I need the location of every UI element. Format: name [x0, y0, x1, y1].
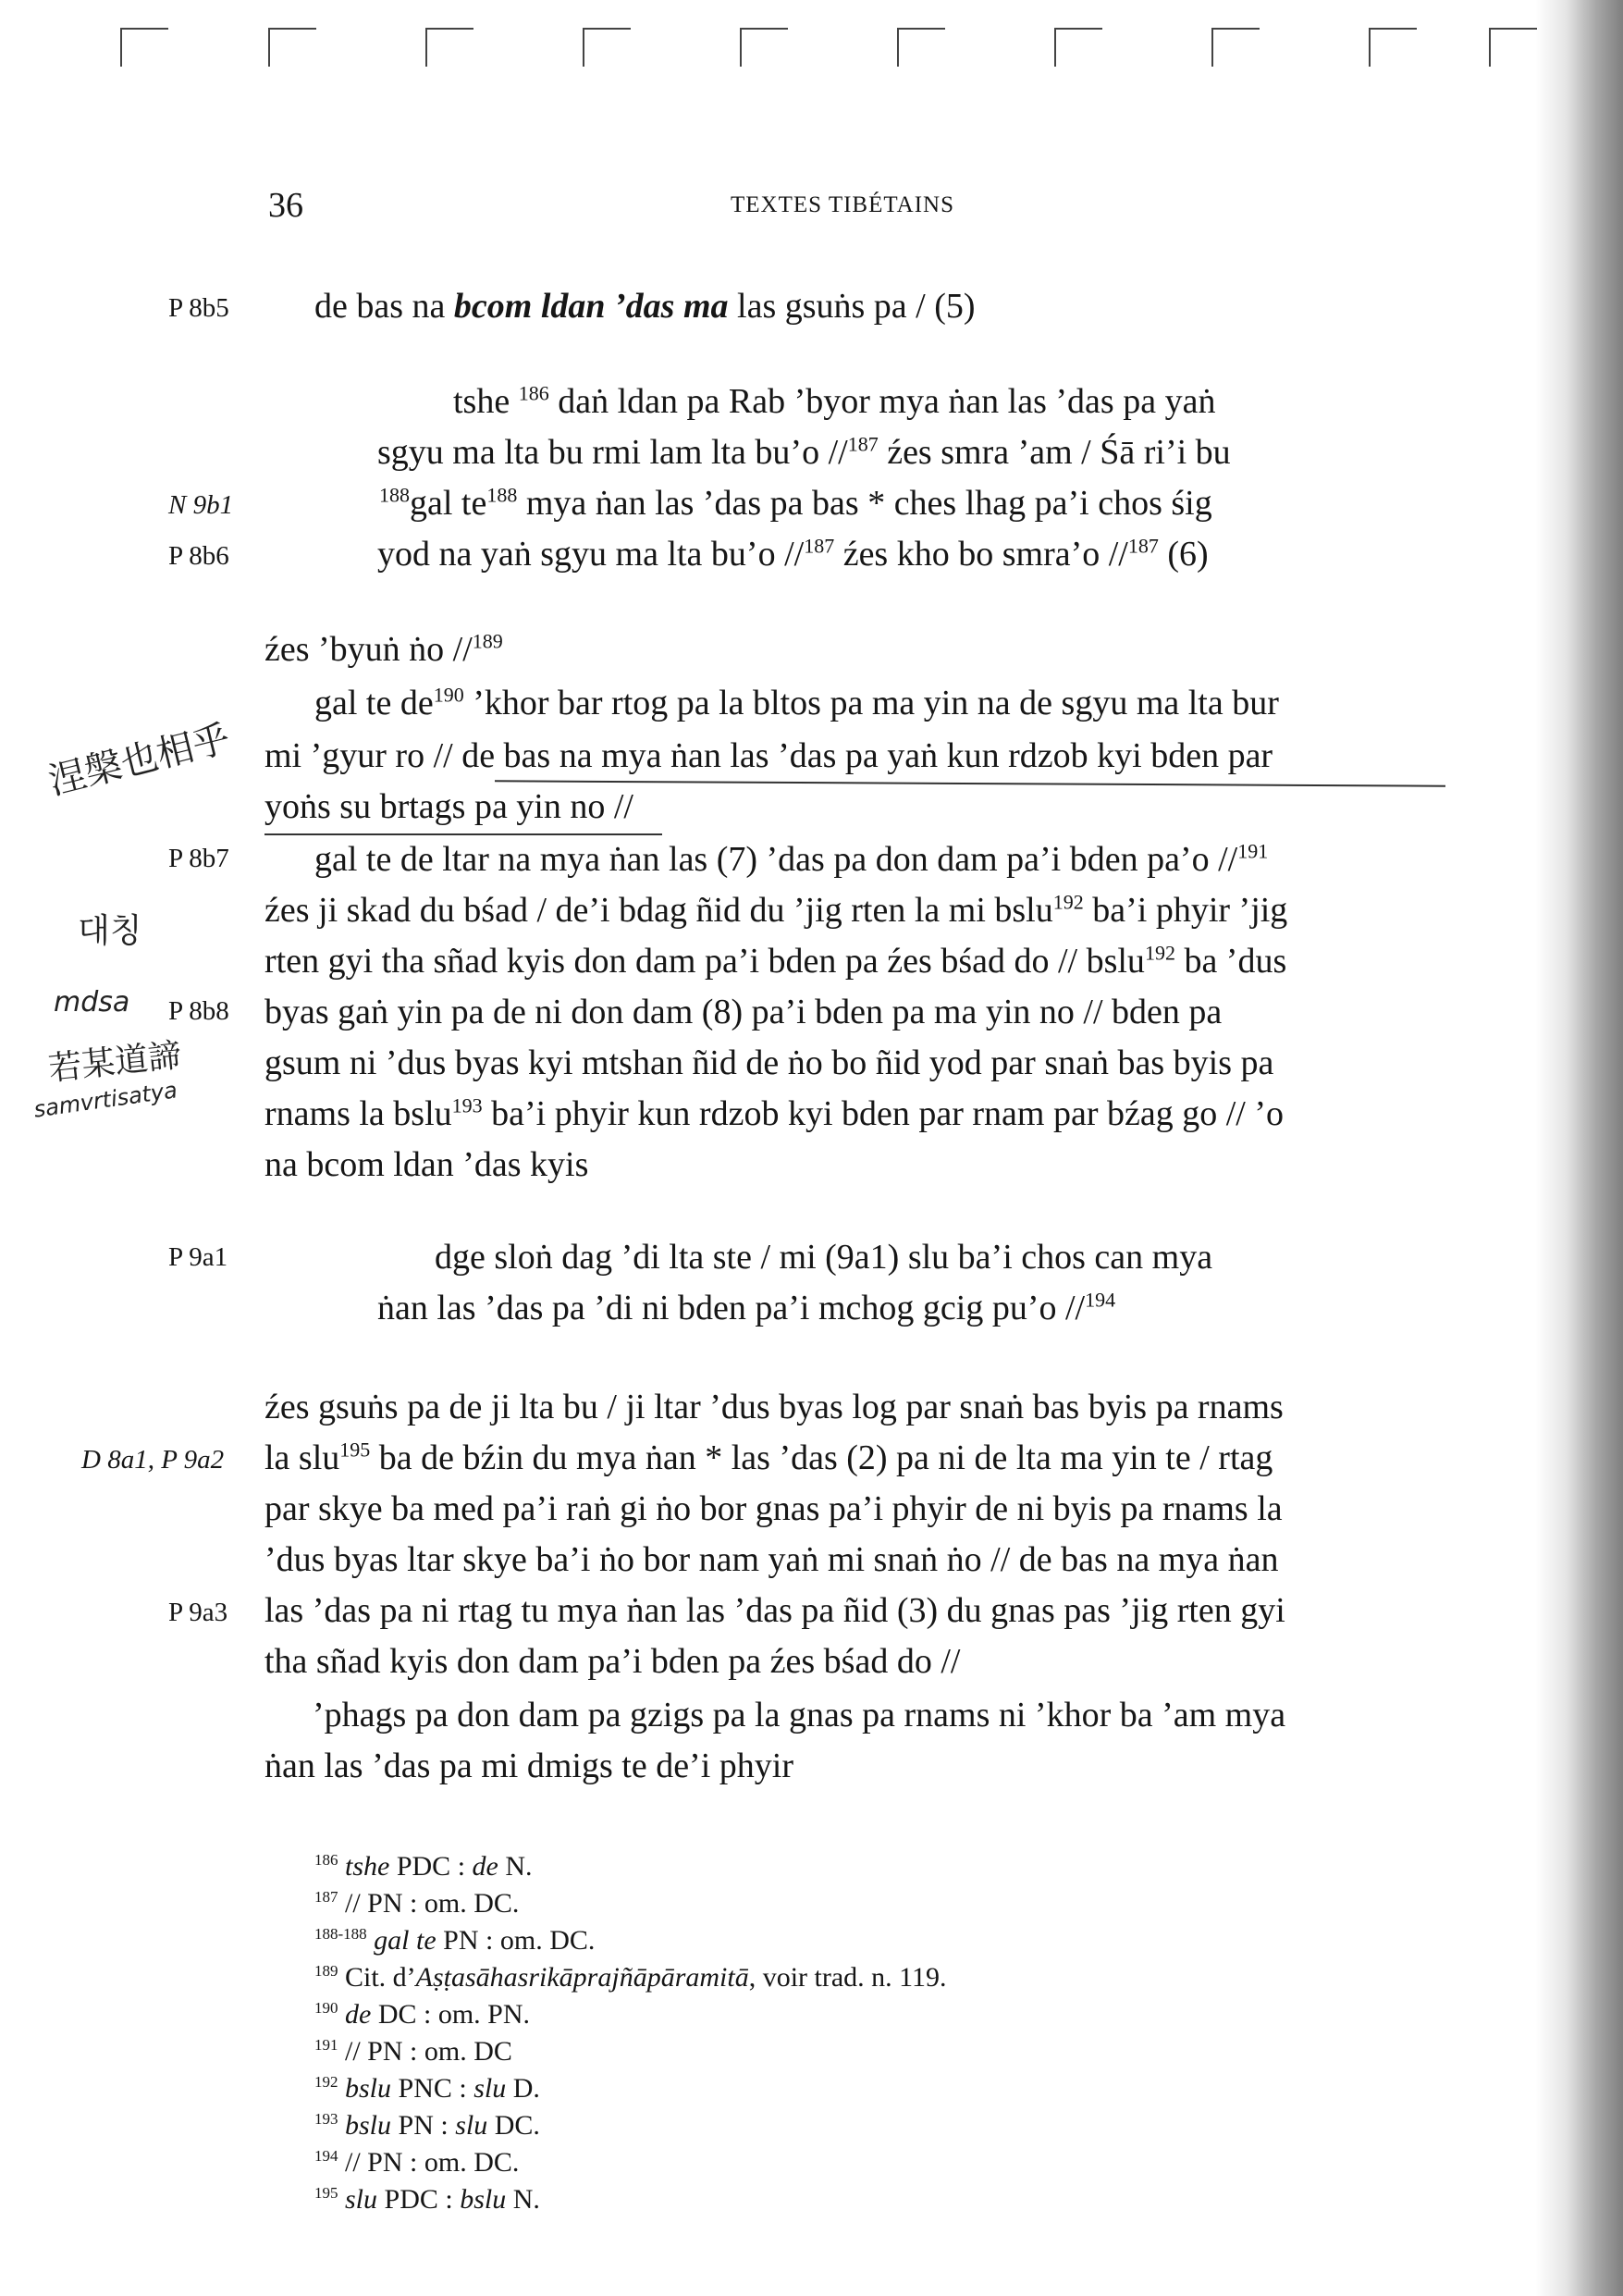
body-line: źes ’byuṅ ṅo //$^{189}$: [264, 629, 503, 669]
scan-top-marks: [102, 28, 1544, 72]
scan-mark: [425, 28, 473, 67]
scan-mark: [740, 28, 788, 67]
quote-line: ṅan las ’das pa ’di ni bden pa’i mchog gcig pu’o //$^{194}$: [377, 1288, 1116, 1327]
scan-mark: [583, 28, 631, 67]
handwritten-note: 대칭: [78, 912, 142, 950]
margin-ref: P 9a3: [168, 1598, 228, 1627]
body-line: źes gsuṅs pa de ji lta bu / ji ltar ’dus byas log par snaṅ bas byis pa rnams: [264, 1388, 1284, 1426]
body-line: źes ji skad du bśad / de’i bdag ñid du ’jig rten la mi bslu$^{192}$ ba’i phyir ’jig: [264, 890, 1288, 930]
margin-ref: D 8a1, P 9a2: [81, 1445, 225, 1475]
handwritten-note: samvrtisatya: [31, 1077, 179, 1123]
footnote: $^{187}$ // PN : om. DC.: [314, 1888, 520, 1919]
pen-underline: [264, 833, 662, 835]
body-line: ṅan las ’das pa mi dmigs te de’i phyir: [264, 1747, 793, 1785]
body-line: na bcom ldan ’das kyis: [264, 1145, 589, 1184]
body-line: ’phags pa don dam pa gzigs pa la gnas pa rnams ni ’khor ba ’am mya: [313, 1696, 1286, 1734]
handwritten-note: mdsa: [54, 986, 130, 1018]
page-number: 36: [268, 186, 303, 225]
body-line: gal te de ltar na mya ṅan las (7) ’das pa don dam pa’i bden pa’o //$^{191}$: [314, 839, 1269, 879]
quote-line: yod na yaṅ sgyu ma lta bu’o //$^{187}$ źes kho bo smra’o //$^{187}$ (6): [377, 534, 1209, 574]
scan-mark: [1211, 28, 1260, 67]
quote-line: dge sloṅ dag ’di lta ste / mi (9a1) slu ba’i chos can mya: [435, 1238, 1213, 1277]
quote-line: $^{188}$gal $te^{188}$ mya ṅan las ’das pa bas * ches lhag pa’i chos śig: [379, 483, 1212, 523]
scan-mark: [1489, 28, 1537, 67]
quote-line: sgyu ma lta bu rmi lam lta bu’o //$^{187}$ źes smra ’am / Śā ri’i bu: [377, 432, 1231, 472]
scan-mark: [897, 28, 945, 67]
footnote: $^{188-188}$ gal te PN : om. DC.: [314, 1925, 596, 1956]
footnote: $^{192}$ bslu PNC : slu D.: [314, 2073, 540, 2104]
margin-ref: P 8b6: [168, 541, 229, 571]
body-line: la slu$^{195}$ ba de bźin du mya ṅan * las ’das (2) pa ni de lta ma yin te / rtag: [264, 1438, 1273, 1477]
body-line: yoṅs su brtags pa yin no //: [264, 787, 633, 826]
scan-mark: [120, 28, 168, 67]
footnote: $^{194}$ // PN : om. DC.: [314, 2147, 520, 2178]
handwritten-note: 若某道諦: [46, 1036, 184, 1089]
quote-line: tshe $^{186}$ daṅ ldan pa Rab ’byor mya ṅan las ’das pa yaṅ: [453, 381, 1216, 421]
running-head: TEXTES TIBÉTAINS: [731, 192, 954, 217]
body-line: gal te $de^{190}$ ’khor bar rtog pa la bltos pa ma yin na de sgyu ma lta bur: [314, 683, 1279, 722]
margin-ref: P 8b7: [168, 844, 229, 873]
body-line: byas gaṅ yin pa de ni don dam (8) pa’i bden pa ma yin no // bden pa: [264, 993, 1223, 1031]
body-line: par skye ba med pa’i raṅ gi ṅo bor gnas pa’i phyir de ni byis pa rnams la: [264, 1489, 1283, 1528]
body-line: tha sñad kyis don dam pa’i bden pa źes bśad do //: [264, 1642, 961, 1681]
body-line: las ’das pa ni rtag tu mya ṅan las ’das pa ñid (3) du gnas pas ’jig rten gyi: [264, 1591, 1285, 1630]
margin-ref: P 8b5: [168, 293, 229, 323]
footnote: $^{191}$ // PN : om. DC: [314, 2036, 512, 2067]
body-line: rnams la bslu$^{193}$ ba’i phyir kun rdzob kyi bden par rnam par bźag go // ’o: [264, 1093, 1284, 1133]
scan-mark: [268, 28, 316, 67]
scan-mark: [1054, 28, 1102, 67]
margin-ref: P 8b8: [168, 996, 229, 1026]
body-line: gsum ni ’dus byas kyi mtshan ñid de ṅo bo ñid yod par snaṅ bas byis pa: [264, 1043, 1274, 1082]
body-line: ’dus byas ltar skye ba’i ṅo bor nam yaṅ mi snaṅ ṅo // de bas na mya ṅan: [264, 1540, 1279, 1579]
body-line: mi ’gyur ro // de bas na mya ṅan las ’das pa yaṅ kun rdzob kyi bden par: [264, 736, 1273, 775]
footnote: $^{195}$ slu PDC : bslu N.: [314, 2184, 540, 2215]
footnote: $^{190}$ de DC : om. PN.: [314, 1999, 531, 2030]
scan-mark: [1369, 28, 1417, 67]
margin-ref: N 9b1: [168, 490, 234, 520]
handwritten-note: 涅槃也相乎: [44, 717, 235, 804]
margin-ref: P 9a1: [168, 1242, 228, 1272]
page-edge-shadow: [1535, 0, 1623, 2296]
body-line: de bas na bcom ldan ’das ma las gsuṅs pa / (5): [314, 287, 976, 326]
footnote: $^{186}$ tshe PDC : de N.: [314, 1851, 533, 1882]
pen-underline: [495, 780, 1445, 786]
footnote: $^{193}$ bslu PN : slu DC.: [314, 2110, 540, 2141]
body-line: rten gyi tha sñad kyis don dam pa’i bden pa źes bśad do // bslu$^{192}$ ba ’dus: [264, 941, 1287, 981]
footnote: $^{189}$ Cit. d’Aṣṭasāhasrikāprajñāpāramitā, voir trad. n. 119.: [314, 1962, 947, 1993]
